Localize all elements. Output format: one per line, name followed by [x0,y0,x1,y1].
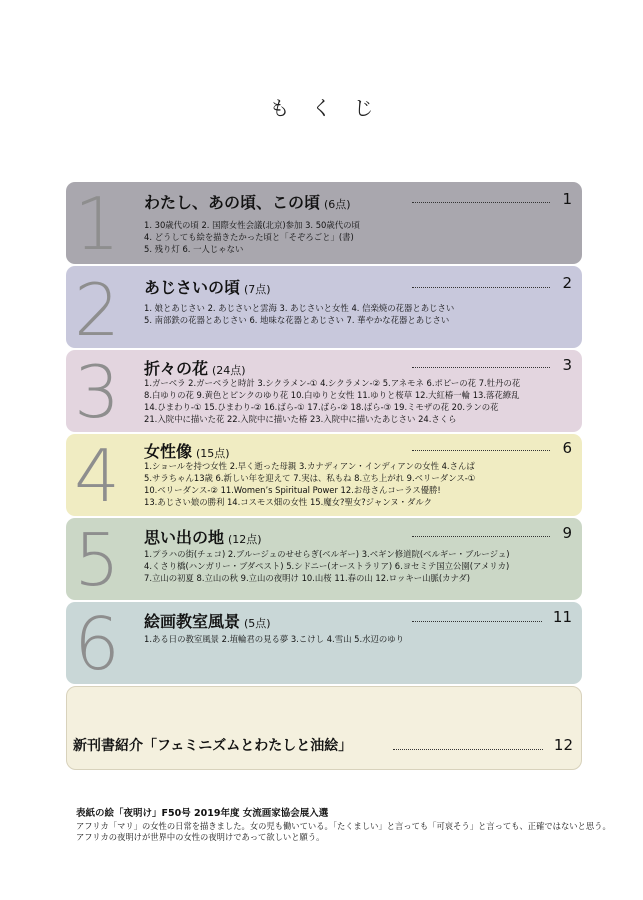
item-line: 14.ひまわり-① 15.ひまわり-② 16.ばら-① 17.ばら-② 18.ばら-③ 19.ミモザの花 20.ランの花 [144,402,499,412]
page-number: 3 [562,356,572,374]
section-title: 絵画教室風景 (5点) [144,612,271,631]
section-number: 6 [74,602,120,684]
section-number: 5 [74,518,120,600]
toc-section-2[interactable] [66,266,582,348]
toc-section-6[interactable] [66,602,582,684]
section-items [144,302,454,326]
item-line: 1. 30歳代の頃 2. 国際女性会議(北京)参加 3. 50歳代の頃 [144,220,360,230]
section-items [144,548,509,584]
section-title: 思い出の地 (12点) [144,528,262,547]
toc-section-new-book[interactable] [66,686,582,770]
section-number: 1 [74,182,120,264]
cover-note [76,808,611,844]
page-title: もくじ [269,96,396,120]
dot-leader [393,749,543,750]
toc-section-5[interactable] [66,518,582,600]
dot-leader [412,621,542,622]
item-line: 1.ショールを持つ女性 2.早く逝った母親 3.カナディアン・インディアンの女性 4.さんぱ [144,461,475,471]
dot-leader [412,536,550,537]
section-title: 折々の花 (24点) [144,359,246,378]
dot-leader [412,202,550,203]
dot-leader [412,287,550,288]
section-items [144,219,360,255]
item-line: 1.ある日の教室風景 2.埴輪君の見る夢 3.こけし 4.雪山 5.水辺のゆり [144,634,404,644]
page-number: 9 [562,524,572,542]
section-title: わたし、あの頃、この頃 (6点) [144,193,351,212]
cover-description-line: アフリカ「マリ」の女性の日常を描きました。女の児も働いている。「たくましい」と言っても「可哀そう」と言っても、正確ではないと思う。 [76,820,611,831]
cover-description-line: アフリカの夜明けが世界中の女性の夜明けであって欲しいと願う。 [76,832,325,842]
item-line: 5.サラちゃん13歳 6.新しい年を迎えて 7.実は、私もね 8.立ち上がれ 9.ベリーダンス-① [144,473,476,483]
toc-section-4[interactable] [66,434,582,516]
item-line: 21.入院中に描いた花 22.入院中に描いた椿 23.入院中に描いたあじさい 24.さくら [144,414,457,424]
section-title: 女性像 (15点) [144,442,230,461]
section-title: あじさいの頃 (7点) [144,278,271,297]
item-line: 8.白ゆりの花 9.黄色とピンクのゆり花 10.白ゆりと女性 11.ゆりと桜草 12.大紅椿一輪 13.落花繚乱 [144,390,520,400]
toc-section-1[interactable] [66,182,582,264]
item-line: 4. どうしても絵を描きたかった頃と「そぞろごと」(書) [144,232,354,242]
section-number: 4 [74,434,120,516]
section-items [144,633,404,645]
section-items [144,377,520,425]
dot-leader [412,450,550,451]
item-line: 5. 残り灯 6. 一人じゃない [144,244,244,254]
item-line: 1.ガーベラ 2.ガーベラと時計 3.シクラメン-① 4.シクラメン-② 5.アネモネ 6.ポピーの花 7.牡丹の花 [144,378,521,388]
toc-section-3[interactable] [66,350,582,432]
section-number: 3 [74,350,120,432]
item-line: 1. 娘とあじさい 2. あじさいと雲海 3. あじさいと女性 4. 信楽焼の花器とあじさい [144,303,455,313]
section-title: 新刊書紹介「フェミニズムとわたしと油絵」 [73,738,353,754]
item-line: 7.立山の初夏 8.立山の秋 9.立山の夜明け 10.山桜 11.春の山 12.ロッキー山脈(カナダ) [144,573,471,583]
item-line: 1.プラハの街(チェコ) 2.ブルージュのせせらぎ(ベルギー) 3.ベギン修道院(ベルギー・ブルージュ) [144,549,510,559]
section-number: 2 [74,268,120,348]
page-number: 1 [562,190,572,208]
page-number: 12 [553,736,573,754]
item-line: 13.あじさい娘の勝利 14.コスモス畑の女性 15.魔女?聖女?ジャンヌ・ダルク [144,497,432,507]
item-line: 4.くさり橋(ハンガリー・ブダペスト) 5.シドニー(オーストラリア) 6.ヨセミテ国立公園(アメリカ) [144,561,510,571]
page-number: 2 [562,274,572,292]
section-items [144,460,475,508]
item-line: 10.ベリーダンス-② 11.Women’s Spiritual Power 12.お母さんコーラス優勝! [144,485,441,495]
cover-caption: 表紙の絵「夜明け」F50号 2019年度 女流画家協会展入選 [76,808,329,819]
item-line: 5. 南部鉄の花器とあじさい 6. 地味な花器とあじさい 7. 華やかな花器とあじさい [144,315,450,325]
page-number: 11 [552,608,572,626]
page-number: 6 [562,439,572,457]
dot-leader [412,367,550,368]
